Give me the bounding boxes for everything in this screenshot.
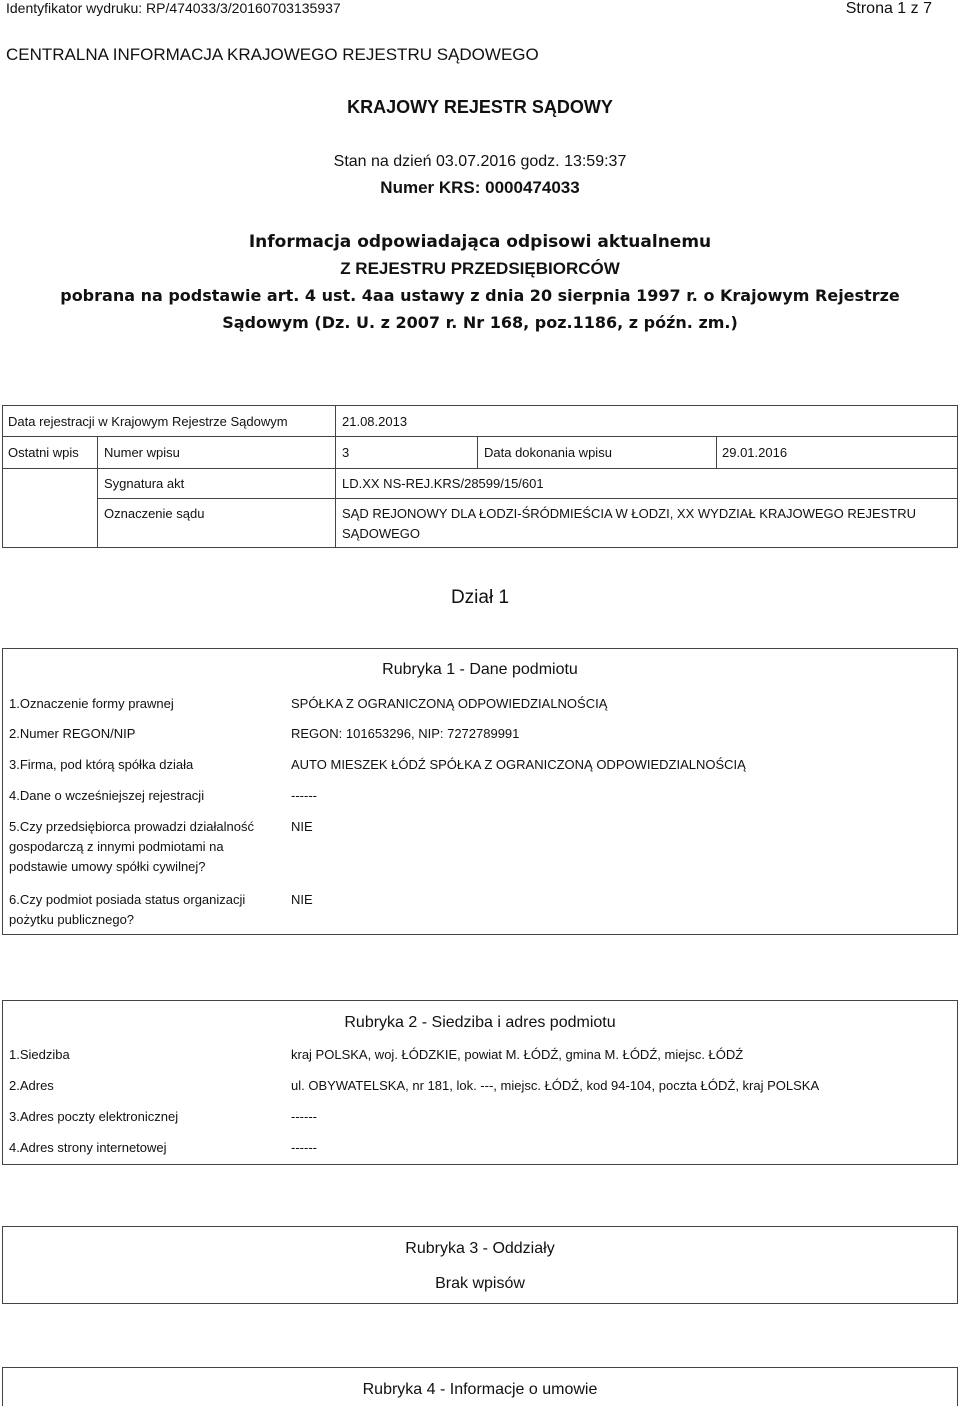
rubryka-2 [2, 1000, 958, 1165]
rubryka-2-row-4-label: 4.Adres strony internetowej [9, 1140, 167, 1155]
organization-name: CENTRALNA INFORMACJA KRAJOWEGO REJESTRU SĄDOWEGO [6, 45, 539, 64]
print-identifier: Identyfikator wydruku: RP/474033/3/20160703135937 [6, 0, 341, 16]
registration-date-value: 21.08.2013 [342, 414, 408, 429]
rubryka-1-row-5-label: 5.Czy przedsiębiorca prowadzi działalność gospodarczą z innymi podmiotami na podstawie umowy spółki cywilnej? [9, 819, 254, 874]
rubryka-1-row-1-value: SPÓŁKA Z OGRANICZONĄ ODPOWIEDZIALNOŚCIĄ [291, 696, 608, 711]
rubryka-2-row-3-label: 3.Adres poczty elektronicznej [9, 1109, 179, 1124]
rubryka-3-title: Rubryka 3 - Oddziały [405, 1240, 555, 1257]
rubryka-4 [2, 1367, 958, 1406]
register-title: KRAJOWY REJESTR SĄDOWY [347, 97, 613, 117]
signature-value: LD.XX NS-REJ.KRS/28599/15/601 [342, 476, 544, 491]
rubryka-1-row-3-value: AUTO MIESZEK ŁÓDŹ SPÓŁKA Z OGRANICZONĄ ODPOWIEDZIALNOŚCIĄ [291, 757, 746, 772]
info-line: Informacja odpowiadająca odpisowi aktualnemu [248, 232, 712, 252]
rubryka-2-row-2-value: ul. OBYWATELSKA, nr 181, lok. ---, miejsc. ŁÓDŹ, kod 94-104, poczta ŁÓDŹ, kraj POLSKA [291, 1078, 820, 1093]
rubryka-1-row-5-value: NIE [291, 819, 313, 834]
page-number: Strona 1 z 7 [845, 0, 932, 17]
rubryka-1-row-3-label: 3.Firma, pod którą spółka działa [9, 757, 194, 772]
rubryka-1-row-4-value: ------ [291, 788, 317, 803]
rubryka-2-row-1-value: kraj POLSKA, woj. ŁÓDZKIE, powiat M. ŁÓDŹ, gmina M. ŁÓDŹ, miejsc. ŁÓDŹ [291, 1047, 744, 1062]
rubryka-2-row-2-label: 2.Adres [9, 1078, 54, 1093]
status-date: Stan na dzień 03.07.2016 godz. 13:59:37 [333, 153, 627, 170]
rubryka-1-row-6-label: 6.Czy podmiot posiada status organizacji pożytku publicznego? [9, 892, 246, 927]
rubryka-1-row-2-value: REGON: 101653296, NIP: 7272789991 [291, 726, 520, 741]
registry-name: Z REJESTRU PRZEDSIĘBIORCÓW [340, 259, 620, 278]
rubryka-1-row-6-value: NIE [291, 892, 313, 907]
court-label: Oznaczenie sądu [104, 506, 205, 521]
legal-basis-line-1: pobrana na podstawie art. 4 ust. 4aa ustawy z dnia 20 sierpnia 1997 r. o Krajowym Rejestrze [60, 286, 900, 305]
last-entry-label: Ostatni wpis [8, 445, 79, 460]
rubryka-2-row-1-label: 1.Siedziba [9, 1047, 70, 1062]
rubryka-1-row-2-label: 2.Numer REGON/NIP [9, 726, 136, 741]
entry-number-value: 3 [342, 445, 350, 460]
rubryka-2-row-3-value: ------ [291, 1109, 317, 1124]
rubryka-3-empty-note: Brak wpisów [435, 1275, 525, 1292]
rubryka-2-row-4-value: ------ [291, 1140, 317, 1155]
rubryka-1-row-4-label: 4.Dane o wcześniejszej rejestracji [9, 788, 205, 803]
entry-date-label: Data dokonania wpisu [484, 445, 612, 460]
rubryka-1-row-1-label: 1.Oznaczenie formy prawnej [9, 696, 174, 711]
entry-number-label: Numer wpisu [104, 445, 180, 460]
rubryka-1-title: Rubryka 1 - Dane podmiotu [382, 661, 578, 678]
registration-date-label: Data rejestracji w Krajowym Rejestrze Sądowym [8, 414, 288, 429]
signature-label: Sygnatura akt [104, 476, 185, 491]
rubryka-3 [2, 1226, 958, 1304]
rubryka-4-title: Rubryka 4 - Informacje o umowie [362, 1381, 598, 1398]
legal-basis-line-2: Sądowym (Dz. U. z 2007 r. Nr 168, poz.1186, z późn. zm.) [222, 313, 738, 332]
section-title: Dział 1 [450, 587, 510, 608]
entry-date-value: 29.01.2016 [722, 445, 788, 460]
rubryka-1 [2, 648, 958, 935]
krs-number: Numer KRS: 0000474033 [380, 178, 580, 197]
court-value: SĄD REJONOWY DLA ŁODZI-ŚRÓDMIEŚCIA W ŁODZI, XX WYDZIAŁ KRAJOWEGO REJESTRU SĄDOWEGO [342, 506, 917, 541]
rubryka-2-title: Rubryka 2 - Siedziba i adres podmiotu [344, 1014, 616, 1031]
